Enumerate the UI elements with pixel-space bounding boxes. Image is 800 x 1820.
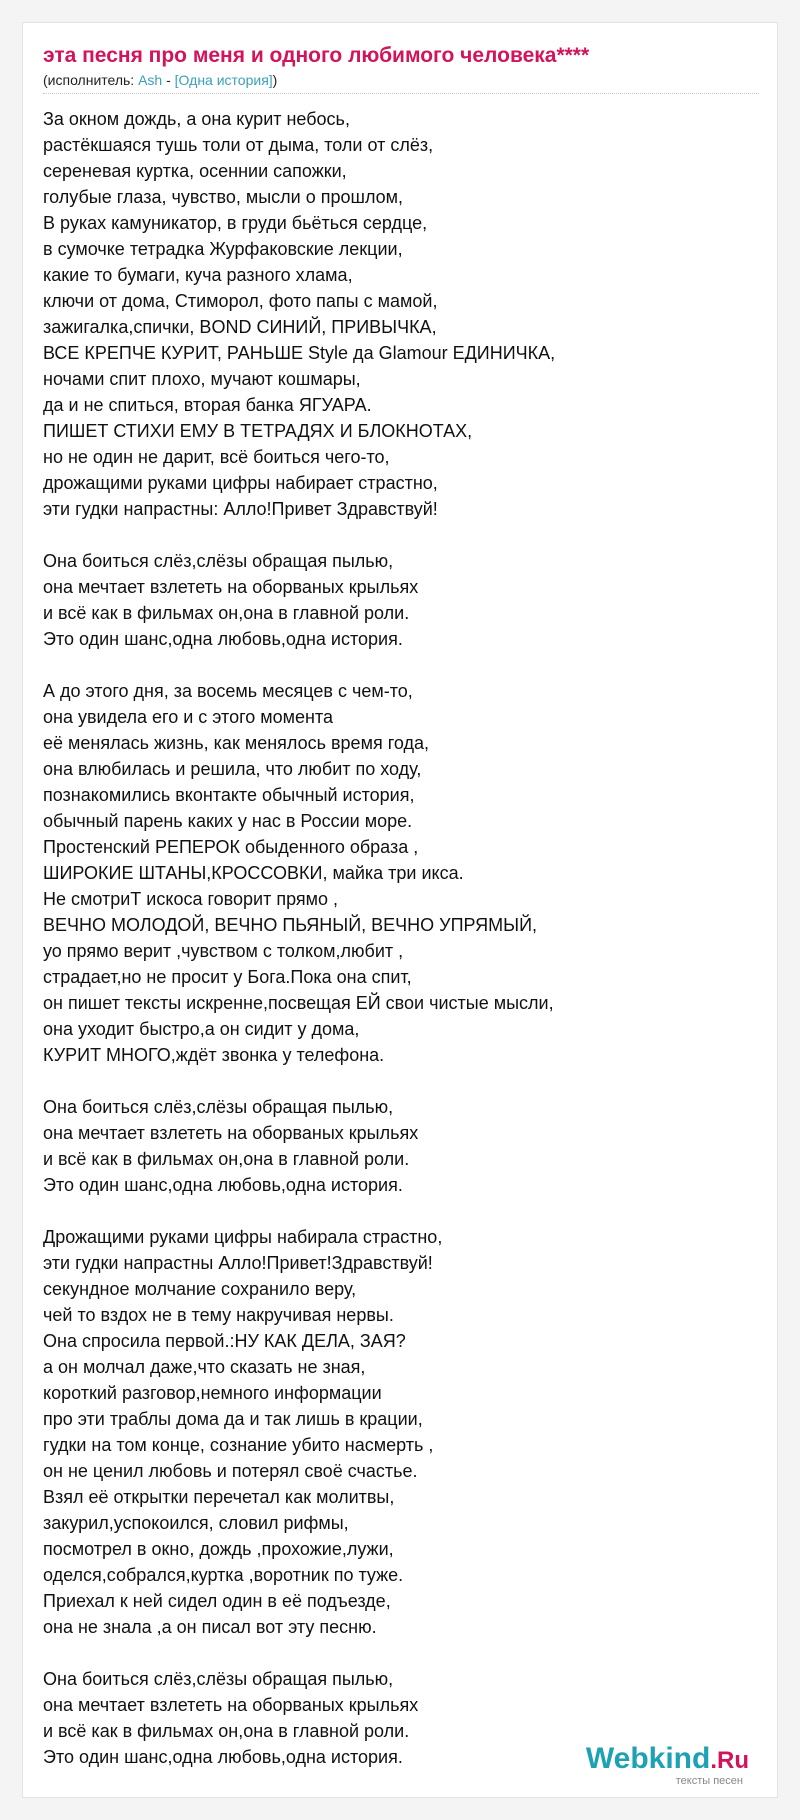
lyrics-line: ПИШЕТ СТИХИ ЕМУ В ТЕТРАДЯХ И БЛОКНОТАХ, <box>43 421 473 441</box>
lyrics-stanza <box>43 1224 759 1640</box>
lyrics-line: познакомились вконтакте обычный история, <box>43 785 415 805</box>
lyrics-line: Это один шанс,одна любовь,одна история. <box>43 629 403 649</box>
lyrics-line: в сумочке тетрадка Журфаковские лекции, <box>43 239 403 259</box>
logo-tagline: тексты песен <box>675 1775 743 1787</box>
lyrics-line: Она боиться слёз,слёзы обращая пылью, <box>43 551 394 571</box>
logo-suffix-text: .Ru <box>710 1747 749 1774</box>
lyrics-line: она мечтает взлететь на оборваных крыльях <box>43 577 419 597</box>
lyrics-line: Дрожащими руками цифры набирала страстно, <box>43 1227 443 1247</box>
lyrics-line: голубые глаза, чувство, мысли о прошлом, <box>43 187 404 207</box>
lyrics-line: она уходит быстро,а он сидит у дома, <box>43 1019 360 1039</box>
lyrics-line: чей то вздох не в тему накручивая нервы. <box>43 1305 394 1325</box>
lyrics-line: её менялась жизнь, как менялось время года, <box>43 733 429 753</box>
lyrics-line: она увидела его и с этого момента <box>43 707 334 727</box>
lyrics-line: В руках камуникатор, в груди бьёться сердце, <box>43 213 428 233</box>
album-link[interactable]: [Одна история] <box>174 72 273 88</box>
header-divider <box>43 93 759 94</box>
lyrics-line: дрожащими руками цифры набирает страстно, <box>43 473 438 493</box>
lyrics-line: про эти траблы дома да и так лишь в крации, <box>43 1409 423 1429</box>
lyrics-line: она мечтает взлететь на оборваных крыльях <box>43 1695 419 1715</box>
lyrics-line: Приехал к ней сидел один в её подъезде, <box>43 1591 391 1611</box>
lyrics-body <box>43 106 759 1796</box>
lyrics-line: посмотрел в окно, дождь ,прохожие,лужи, <box>43 1539 394 1559</box>
lyrics-line: растёкшаяся тушь толи от дыма, толи от слёз, <box>43 135 434 155</box>
lyrics-line: он пишет тексты искренне,посвещая ЕЙ свои чистые мысли, <box>43 993 554 1013</box>
lyrics-line: он не ценил любовь и потерял своё счастье. <box>43 1461 418 1481</box>
lyrics-line: Она спросила первой.:НУ КАК ДЕЛА, ЗАЯ? <box>43 1331 406 1351</box>
lyrics-line: оделся,собрался,куртка ,воротник по туже. <box>43 1565 404 1585</box>
lyrics-line: Это один шанс,одна любовь,одна история. <box>43 1175 403 1195</box>
lyrics-line: секундное молчание сохранило веру, <box>43 1279 357 1299</box>
lyrics-stanza <box>43 548 759 652</box>
meta-prefix: (исполнитель: <box>43 72 139 88</box>
lyrics-line: ВЕЧНО МОЛОДОЙ, ВЕЧНО ПЬЯНЫЙ, ВЕЧНО УПРЯМЫЙ, <box>43 915 538 935</box>
lyrics-stanza <box>43 106 759 522</box>
lyrics-line: ночами спит плохо, мучают кошмары, <box>43 369 361 389</box>
lyrics-line: какие то бумаги, куча разного хлама, <box>43 265 353 285</box>
lyrics-line: она влюбилась и решила, что любит по ходу, <box>43 759 422 779</box>
lyrics-line: закурил,успокоился, словил рифмы, <box>43 1513 349 1533</box>
lyrics-line: и всё как в фильмах он,она в главной роли. <box>43 1149 410 1169</box>
lyrics-line: но не один не дарит, всё боиться чего-то, <box>43 447 390 467</box>
lyrics-line: короткий разговор,немного информации <box>43 1383 382 1403</box>
lyrics-line: а он молчал даже,что сказать не зная, <box>43 1357 366 1377</box>
lyrics-line: ключи от дома, Стиморол, фото папы с мамой, <box>43 291 438 311</box>
meta-suffix: ) <box>272 72 278 88</box>
lyrics-line: уо прямо верит ,чувством с толком,любит , <box>43 941 404 961</box>
lyrics-line: и всё как в фильмах он,она в главной роли. <box>43 1721 410 1741</box>
lyrics-line: ШИРОКИЕ ШТАНЫ,КРОССОВКИ, майка три икса. <box>43 863 464 883</box>
lyrics-card <box>22 22 778 1798</box>
lyrics-line: КУРИТ МНОГО,ждёт звонка у телефона. <box>43 1045 385 1065</box>
site-logo[interactable] <box>586 1743 749 1787</box>
lyrics-line: Она боиться слёз,слёзы обращая пылью, <box>43 1097 394 1117</box>
lyrics-line: она не знала ,а он писал вот эту песню. <box>43 1617 377 1637</box>
lyrics-line: ВСЕ КРЕПЧЕ КУРИТ, РАНЬШЕ Style да Glamour ЕДИНИЧКА, <box>43 343 556 363</box>
lyrics-line: и всё как в фильмах он,она в главной роли. <box>43 603 410 623</box>
lyrics-line: Не смотриТ искоса говорит прямо , <box>43 889 339 909</box>
lyrics-line: гудки на том конце, сознание убито насмерть , <box>43 1435 434 1455</box>
lyrics-line: Она боиться слёз,слёзы обращая пылью, <box>43 1669 394 1689</box>
song-header <box>43 43 759 89</box>
lyrics-line: страдает,но не просит у Бога.Пока она спит, <box>43 967 412 987</box>
lyrics-line: сереневая куртка, осеннии сапожки, <box>43 161 347 181</box>
lyrics-line: обычный парень каких у нас в России море. <box>43 811 413 831</box>
page-title: эта песня про меня и одного любимого человека**** <box>43 44 590 67</box>
lyrics-line: да и не спиться, вторая банка ЯГУАРА. <box>43 395 372 415</box>
lyrics-stanza <box>43 678 759 1068</box>
lyrics-line: Простенский РЕПЕРОК обыденного образа , <box>43 837 419 857</box>
lyrics-line: она мечтает взлететь на оборваных крыльях <box>43 1123 419 1143</box>
logo-main-text: Webkind <box>585 1742 711 1775</box>
meta-separator: - <box>162 72 175 88</box>
lyrics-line: Это один шанс,одна любовь,одна история. <box>43 1747 403 1767</box>
lyrics-line: А до этого дня, за восемь месяцев с чем-то, <box>43 681 413 701</box>
artist-link[interactable]: Ash <box>138 72 163 88</box>
lyrics-line: За окном дождь, а она курит небось, <box>43 109 350 129</box>
lyrics-line: Взял её открытки перечетал как молитвы, <box>43 1487 395 1507</box>
lyrics-line: эти гудки напрастны: Алло!Привет Здравствуй! <box>43 499 438 519</box>
lyrics-stanza <box>43 1094 759 1198</box>
lyrics-line: зажигалка,спички, BOND СИНИЙ, ПРИВЫЧКА, <box>43 317 437 337</box>
artist-line <box>43 71 759 89</box>
lyrics-line: эти гудки напрастны Алло!Привет!Здравствуй! <box>43 1253 433 1273</box>
